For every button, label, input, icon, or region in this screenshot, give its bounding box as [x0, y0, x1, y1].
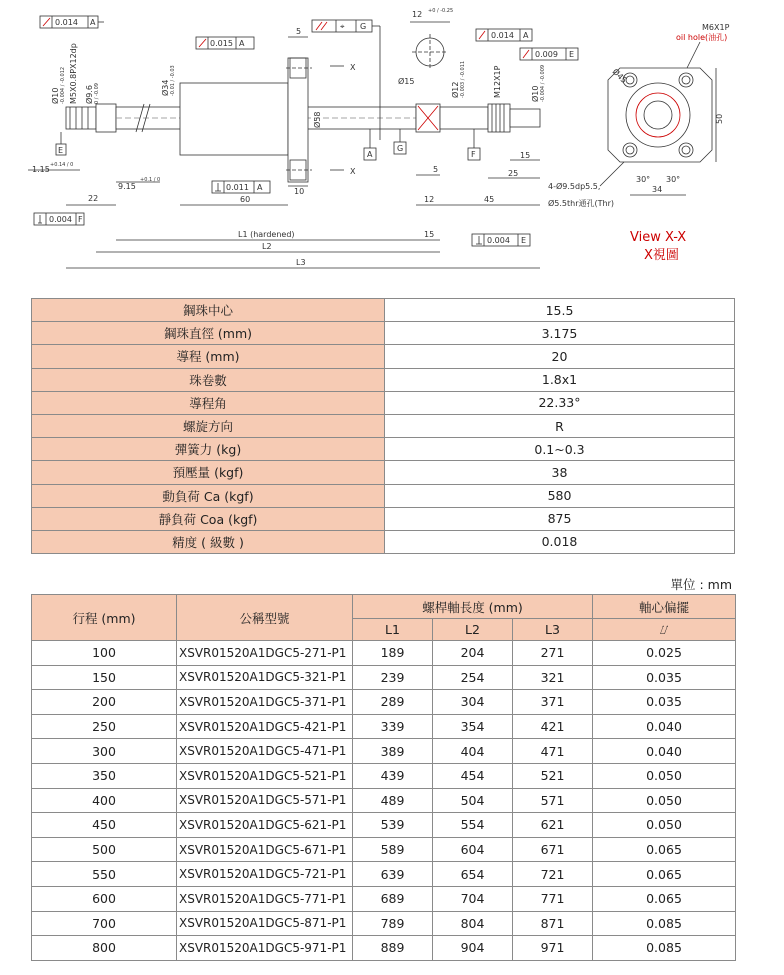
- spec-row: [32, 414, 735, 437]
- spec-label: 導程 (mm): [32, 345, 385, 368]
- svg-text:Ø12: Ø12: [451, 81, 460, 98]
- cell-runout: 0.085: [593, 936, 736, 961]
- spec-value: 3.175: [385, 322, 735, 345]
- cell-l2: 504: [433, 788, 513, 813]
- table-row: [32, 837, 736, 862]
- cell-runout: 0.035: [593, 665, 736, 690]
- svg-text:E: E: [58, 146, 64, 155]
- cell-l2: 354: [433, 714, 513, 739]
- spec-label: 鋼珠直徑 (mm): [32, 322, 385, 345]
- svg-text:X視圖: X視圖: [644, 248, 679, 263]
- header-model: 公稱型號: [177, 595, 353, 641]
- right-shaft-end: [416, 104, 540, 132]
- dim-22: [66, 194, 116, 205]
- cell-l2: 204: [433, 641, 513, 666]
- svg-text:0.014: 0.014: [491, 31, 514, 40]
- cell-l3: 671: [513, 837, 593, 862]
- cell-runout: 0.065: [593, 862, 736, 887]
- spec-label: 靜負荷 Coa (kgf): [32, 507, 385, 530]
- tolerance-frame-f: [34, 213, 84, 225]
- spec-value: 20: [385, 345, 735, 368]
- svg-text:+0.14 / 0: +0.14 / 0: [50, 162, 74, 168]
- svg-text:0 / -0.09: 0 / -0.09: [94, 83, 100, 104]
- cell-l2: 254: [433, 665, 513, 690]
- cell-stroke: 450: [32, 813, 177, 838]
- svg-text:F: F: [78, 215, 83, 224]
- cell-l3: 521: [513, 763, 593, 788]
- spec-row: [32, 484, 735, 507]
- svg-text:G: G: [360, 22, 367, 31]
- spec-value: 15.5: [385, 299, 735, 322]
- cell-l2: 604: [433, 837, 513, 862]
- svg-text:X: X: [350, 63, 356, 72]
- svg-text:1.15: 1.15: [32, 165, 50, 174]
- cell-l1: 539: [353, 813, 433, 838]
- svg-text:Ø15: Ø15: [398, 77, 415, 86]
- svg-text:22: 22: [88, 194, 99, 203]
- ballscrew-drawing: [0, 0, 784, 290]
- cell-runout: 0.050: [593, 788, 736, 813]
- spec-row: [32, 391, 735, 414]
- table-row: [32, 739, 736, 764]
- cell-runout: 0.065: [593, 886, 736, 911]
- svg-text:Ø10: Ø10: [531, 85, 540, 102]
- svg-text:Ø9.6: Ø9.6: [85, 84, 94, 104]
- svg-text:E: E: [569, 50, 575, 59]
- cell-model: XSVR01520A1DGC5-321-P1: [177, 665, 353, 690]
- cell-runout: 0.050: [593, 813, 736, 838]
- table-row: [32, 714, 736, 739]
- svg-text:-0.003 / -0.011: -0.003 / -0.011: [460, 60, 466, 98]
- svg-text:5: 5: [296, 27, 302, 36]
- header-stroke: 行程 (mm): [32, 595, 177, 641]
- cell-runout: 0.040: [593, 714, 736, 739]
- datum-a-g: [364, 129, 406, 160]
- svg-text:L1 (hardened): L1 (hardened): [238, 230, 295, 239]
- cell-model: XSVR01520A1DGC5-671-P1: [177, 837, 353, 862]
- svg-text:View X-X: View X-X: [630, 230, 687, 245]
- length-dimensions: [66, 230, 540, 268]
- header-l3: L3: [513, 619, 593, 641]
- cell-stroke: 500: [32, 837, 177, 862]
- table-row: [32, 911, 736, 936]
- cell-stroke: 300: [32, 739, 177, 764]
- cell-model: XSVR01520A1DGC5-571-P1: [177, 788, 353, 813]
- spec-row: [32, 322, 735, 345]
- svg-text:A: A: [239, 39, 245, 48]
- svg-text:⌖: ⌖: [340, 22, 345, 31]
- svg-text:-0.01 / -0.03: -0.01 / -0.03: [170, 65, 176, 96]
- cell-l3: 971: [513, 936, 593, 961]
- svg-text:-0.004 / -0.009: -0.004 / -0.009: [540, 64, 546, 102]
- spec-value: 580: [385, 484, 735, 507]
- spec-row: [32, 299, 735, 322]
- svg-text:G: G: [397, 144, 404, 153]
- svg-text:Ø45: Ø45: [610, 67, 629, 86]
- svg-text:30°: 30°: [666, 175, 681, 184]
- spec-value: 1.8x1: [385, 368, 735, 391]
- svg-text:A: A: [367, 150, 373, 159]
- table-row: [32, 763, 736, 788]
- cell-l3: 721: [513, 862, 593, 887]
- spec-row: [32, 461, 735, 484]
- cell-model: XSVR01520A1DGC5-371-P1: [177, 690, 353, 715]
- spec-value: 38: [385, 461, 735, 484]
- cell-runout: 0.025: [593, 641, 736, 666]
- header-l1: L1: [353, 619, 433, 641]
- cell-l3: 321: [513, 665, 593, 690]
- runout-symbol-icon: ⌰: [593, 619, 736, 641]
- spec-label: 珠卷數: [32, 368, 385, 391]
- cell-stroke: 200: [32, 690, 177, 715]
- cell-l3: 471: [513, 739, 593, 764]
- spec-label: 螺旋方向: [32, 414, 385, 437]
- cell-l2: 304: [433, 690, 513, 715]
- table-row: [32, 862, 736, 887]
- svg-text:50: 50: [715, 113, 724, 124]
- header-length-group: 螺桿軸長度 (mm): [353, 595, 593, 619]
- cell-stroke: 100: [32, 641, 177, 666]
- cell-l2: 404: [433, 739, 513, 764]
- dim-9-15: [116, 177, 160, 191]
- svg-text:0.015: 0.015: [210, 39, 233, 48]
- unit-note: 單位 : mm: [670, 577, 732, 592]
- cell-runout: 0.050: [593, 763, 736, 788]
- cell-stroke: 250: [32, 714, 177, 739]
- header-runout: 軸心偏擺: [593, 595, 736, 619]
- svg-text:E: E: [521, 236, 527, 245]
- cell-runout: 0.035: [593, 690, 736, 715]
- cell-l1: 689: [353, 886, 433, 911]
- spec-label: 預壓量 (kgf): [32, 461, 385, 484]
- svg-text:45: 45: [484, 195, 495, 204]
- svg-text:0.004: 0.004: [487, 236, 510, 245]
- cell-model: XSVR01520A1DGC5-721-P1: [177, 862, 353, 887]
- cell-l3: 271: [513, 641, 593, 666]
- cell-model: XSVR01520A1DGC5-421-P1: [177, 714, 353, 739]
- cell-l3: 871: [513, 911, 593, 936]
- svg-text:5: 5: [433, 165, 439, 174]
- spec-value: 0.1~0.3: [385, 438, 735, 461]
- svg-text:9.15: 9.15: [118, 182, 136, 191]
- spec-row: [32, 507, 735, 530]
- left-shaft-end: [66, 104, 116, 132]
- spec-label: 彈簧力 (kg): [32, 438, 385, 461]
- cell-model: XSVR01520A1DGC5-521-P1: [177, 763, 353, 788]
- cell-runout: 0.040: [593, 739, 736, 764]
- svg-text:0.014: 0.014: [55, 18, 78, 27]
- cell-l3: 571: [513, 788, 593, 813]
- svg-text:60: 60: [240, 195, 251, 204]
- cell-l1: 489: [353, 788, 433, 813]
- cell-l1: 889: [353, 936, 433, 961]
- cell-stroke: 700: [32, 911, 177, 936]
- svg-text:30°: 30°: [636, 175, 651, 184]
- datum-e-left: [56, 132, 66, 155]
- svg-text:F: F: [471, 150, 476, 159]
- svg-text:4-Ø9.5dp5.5,: 4-Ø9.5dp5.5,: [548, 182, 601, 191]
- cell-l2: 704: [433, 886, 513, 911]
- model-table: [31, 594, 736, 961]
- cell-l1: 639: [353, 862, 433, 887]
- spec-value: R: [385, 414, 735, 437]
- key-section-circle: [398, 8, 453, 86]
- cell-l1: 439: [353, 763, 433, 788]
- spec-label: 精度 ( 級數 ): [32, 530, 385, 553]
- svg-text:Ø10: Ø10: [51, 87, 60, 104]
- cell-stroke: 550: [32, 862, 177, 887]
- cell-model: XSVR01520A1DGC5-771-P1: [177, 886, 353, 911]
- svg-text:M12X1P: M12X1P: [493, 65, 502, 98]
- table-row: [32, 886, 736, 911]
- left-end-labels: [50, 43, 100, 104]
- table-row: [32, 641, 736, 666]
- svg-text:12: 12: [412, 10, 423, 19]
- cell-stroke: 800: [32, 936, 177, 961]
- cell-l2: 554: [433, 813, 513, 838]
- svg-text:12: 12: [424, 195, 435, 204]
- spec-value: 22.33°: [385, 391, 735, 414]
- cell-l1: 589: [353, 837, 433, 862]
- view-x-x: [548, 23, 730, 263]
- cell-runout: 0.085: [593, 911, 736, 936]
- cell-stroke: 600: [32, 886, 177, 911]
- table-row: [32, 690, 736, 715]
- svg-text:A: A: [90, 18, 96, 27]
- svg-text:L3: L3: [296, 258, 306, 267]
- spec-row: [32, 438, 735, 461]
- svg-text:-0.004 / -0.012: -0.004 / -0.012: [60, 66, 66, 104]
- table-row: [32, 788, 736, 813]
- table-row: [32, 665, 736, 690]
- svg-text:15: 15: [424, 230, 435, 239]
- svg-text:25: 25: [508, 169, 519, 178]
- table-row: [32, 936, 736, 961]
- spec-label: 導程角: [32, 391, 385, 414]
- svg-text:0.004: 0.004: [49, 215, 72, 224]
- cell-model: XSVR01520A1DGC5-971-P1: [177, 936, 353, 961]
- header-l2: L2: [433, 619, 513, 641]
- dim-1-15: [28, 162, 80, 174]
- svg-text:oil hole(油孔): oil hole(油孔): [676, 33, 728, 42]
- svg-text:M5X0.8PX12dp: M5X0.8PX12dp: [69, 43, 78, 104]
- svg-text:0.009: 0.009: [535, 50, 558, 59]
- cell-runout: 0.065: [593, 837, 736, 862]
- spec-row: [32, 345, 735, 368]
- cell-model: XSVR01520A1DGC5-871-P1: [177, 911, 353, 936]
- cell-stroke: 400: [32, 788, 177, 813]
- cell-l1: 289: [353, 690, 433, 715]
- svg-text:L2: L2: [262, 242, 272, 251]
- svg-text:A: A: [523, 31, 529, 40]
- cell-model: XSVR01520A1DGC5-471-P1: [177, 739, 353, 764]
- cell-stroke: 350: [32, 763, 177, 788]
- spec-table: [31, 298, 735, 554]
- spec-value: 0.018: [385, 530, 735, 553]
- table-row: [32, 813, 736, 838]
- cell-l1: 239: [353, 665, 433, 690]
- spec-value: 875: [385, 507, 735, 530]
- cell-l2: 804: [433, 911, 513, 936]
- cell-l2: 454: [433, 763, 513, 788]
- cell-l2: 904: [433, 936, 513, 961]
- cell-model: XSVR01520A1DGC5-271-P1: [177, 641, 353, 666]
- right-end-labels: [450, 61, 546, 102]
- spec-row: [32, 368, 735, 391]
- cell-l3: 421: [513, 714, 593, 739]
- svg-text:Ø5.5thr通孔(Thr): Ø5.5thr通孔(Thr): [548, 199, 615, 208]
- svg-text:A: A: [257, 183, 263, 192]
- svg-text:X: X: [350, 167, 356, 176]
- svg-text:+0 / -0.25: +0 / -0.25: [428, 8, 454, 14]
- spec-label: 鋼珠中心: [32, 299, 385, 322]
- cell-l3: 371: [513, 690, 593, 715]
- tolerance-frame-right: [476, 29, 578, 60]
- cell-l1: 189: [353, 641, 433, 666]
- cell-l2: 654: [433, 862, 513, 887]
- svg-text:Ø58: Ø58: [313, 111, 322, 128]
- cell-l1: 789: [353, 911, 433, 936]
- cell-stroke: 150: [32, 665, 177, 690]
- cell-l1: 339: [353, 714, 433, 739]
- spec-row: [32, 530, 735, 553]
- svg-text:0.011: 0.011: [226, 183, 249, 192]
- svg-text:+0.1 / 0: +0.1 / 0: [140, 177, 161, 183]
- cell-model: XSVR01520A1DGC5-621-P1: [177, 813, 353, 838]
- right-dimensions: [416, 129, 540, 246]
- svg-text:10: 10: [294, 187, 305, 196]
- cell-l1: 389: [353, 739, 433, 764]
- cell-l3: 621: [513, 813, 593, 838]
- tolerance-frame-top-left: [40, 16, 104, 28]
- svg-text:15: 15: [520, 151, 531, 160]
- svg-text:M6X1P: M6X1P: [702, 23, 730, 32]
- spec-label: 動負荷 Ca (kgf): [32, 484, 385, 507]
- svg-text:34: 34: [652, 185, 663, 194]
- cell-l3: 771: [513, 886, 593, 911]
- svg-text:Ø34: Ø34: [161, 79, 170, 96]
